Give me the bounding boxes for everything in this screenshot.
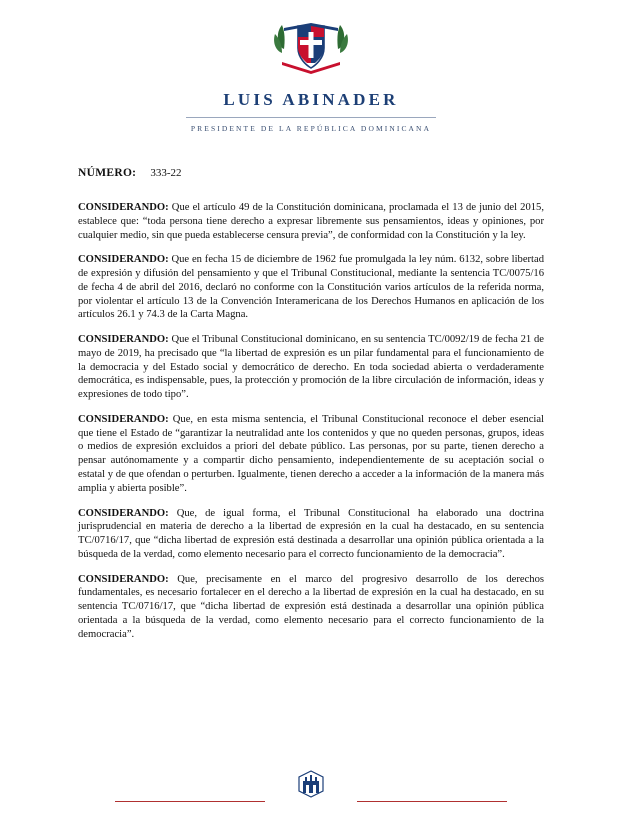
footer-rule (0, 801, 622, 802)
footer-rule-left (115, 801, 265, 802)
decree-number-value: 333-22 (150, 167, 182, 179)
clause-text: Que el artículo 49 de la Constitución dominicana, proclamada el 13 de junio del 2015, establece que: “toda persona tiene derecho a expresar libremente sus pensamientos, ideas y opiniones, por cualquier medio, sin que pueda establecerse censura previa”, de conformidad con la Constitución y la ley. (78, 202, 544, 241)
clause-text: Que el Tribunal Constitucional dominicano, en su sentencia TC/0092/19 de fecha 21 de mayo de 2019, ha precisado que “la libertad de expresión es un pilar fundamental para el funcionamiento de la democracia y del Estado social y democrático de derecho. En toda sociedad abierta o verdaderamente democrática, es indispensable, pues, la protección y promoción de la libre circulación de información, ideas y expresiones de todo tipo”. (78, 334, 544, 401)
decree-number-line (78, 167, 544, 179)
coat-of-arms-icon (268, 18, 354, 76)
clause-text: Que en fecha 15 de diciembre de 1962 fue promulgada la ley núm. 6132, sobre libertad de expresión y difusión del pensamiento y que el Tribunal Constitucional, mediante la sentencia TC/0075/16 de fecha 4 de abril del 2016, declaró no conforme con la Constitución varios artículos de la referida norma, por violentar el artículo 13 de la Convención Interamericana de los Derechos Humanos en aplicación de los artículos 26.1 y 74.3 de la Carta Magna. (78, 254, 544, 321)
clause-paragraph (78, 507, 544, 562)
clause-lead: CONSIDERANDO: (78, 573, 169, 585)
clause-text: Que, precisamente en el marco del progresivo desarrollo de los derechos fundamentales, es necesario fortalecer en el derecho a la libertad de expresión en la cual ha destacado, en su sentencia TC/0716/17, que “dicha libertad de expresión está destinada a desarrollar una opinión pública orientada a la búsqueda de la verdad, como elemento necesario para el correcto funcionamiento de la democracia”. (78, 573, 544, 640)
letterhead-divider (186, 117, 436, 118)
page-footer (0, 769, 622, 802)
president-title: PRESIDENTE DE LA REPÚBLICA DOMINICANA (190, 124, 432, 133)
clause-lead: CONSIDERANDO: (78, 254, 169, 266)
clause-lead: CONSIDERANDO: (78, 202, 169, 213)
clause-paragraph (78, 413, 544, 496)
clause-paragraph (78, 201, 544, 242)
clause-list (78, 201, 544, 641)
letterhead (0, 0, 622, 133)
clause-lead: CONSIDERANDO: (78, 413, 169, 425)
president-name: LUIS ABINADER (223, 90, 399, 109)
decree-number-label: NÚMERO: (78, 167, 137, 179)
clause-text: Que, en esta misma sentencia, el Tribunal Constitucional reconoce el deber esencial que tiene el Estado de “garantizar la neutralidad ante los contenidos y que no queden personas, grupos, ideas o medios de expresión excluidos a priori del debate público. Las personas, por su parte, tienen derecho a pensar autónomamente y a compartir dicho pensamiento, independientemente de su aceptación social o estatal y de que ofendan o perturben. Igualmente, tienen derecho a acceder a la información de la manera más amplia y abierta posible”. (78, 413, 544, 494)
clause-lead: CONSIDERANDO: (78, 334, 169, 346)
clause-lead: CONSIDERANDO: (78, 507, 169, 519)
footer-rule-right (357, 801, 507, 802)
clause-paragraph (78, 573, 544, 642)
seal-icon (290, 769, 332, 799)
clause-text: Que, de igual forma, el Tribunal Constitucional ha elaborado una doctrina jurisprudencial en materia de derecho a la libertad de expresión en la cual ha destacado, en su sentencia TC/0716/17, que “dicha libertad de expresión está destinada a desarrollar una opinión pública orientada a la búsqueda de la verdad, como elemento necesario para el correcto funcionamiento de la democracia”. (78, 507, 544, 560)
document-body (0, 167, 622, 641)
clause-paragraph (78, 253, 544, 322)
clause-paragraph (78, 333, 544, 402)
